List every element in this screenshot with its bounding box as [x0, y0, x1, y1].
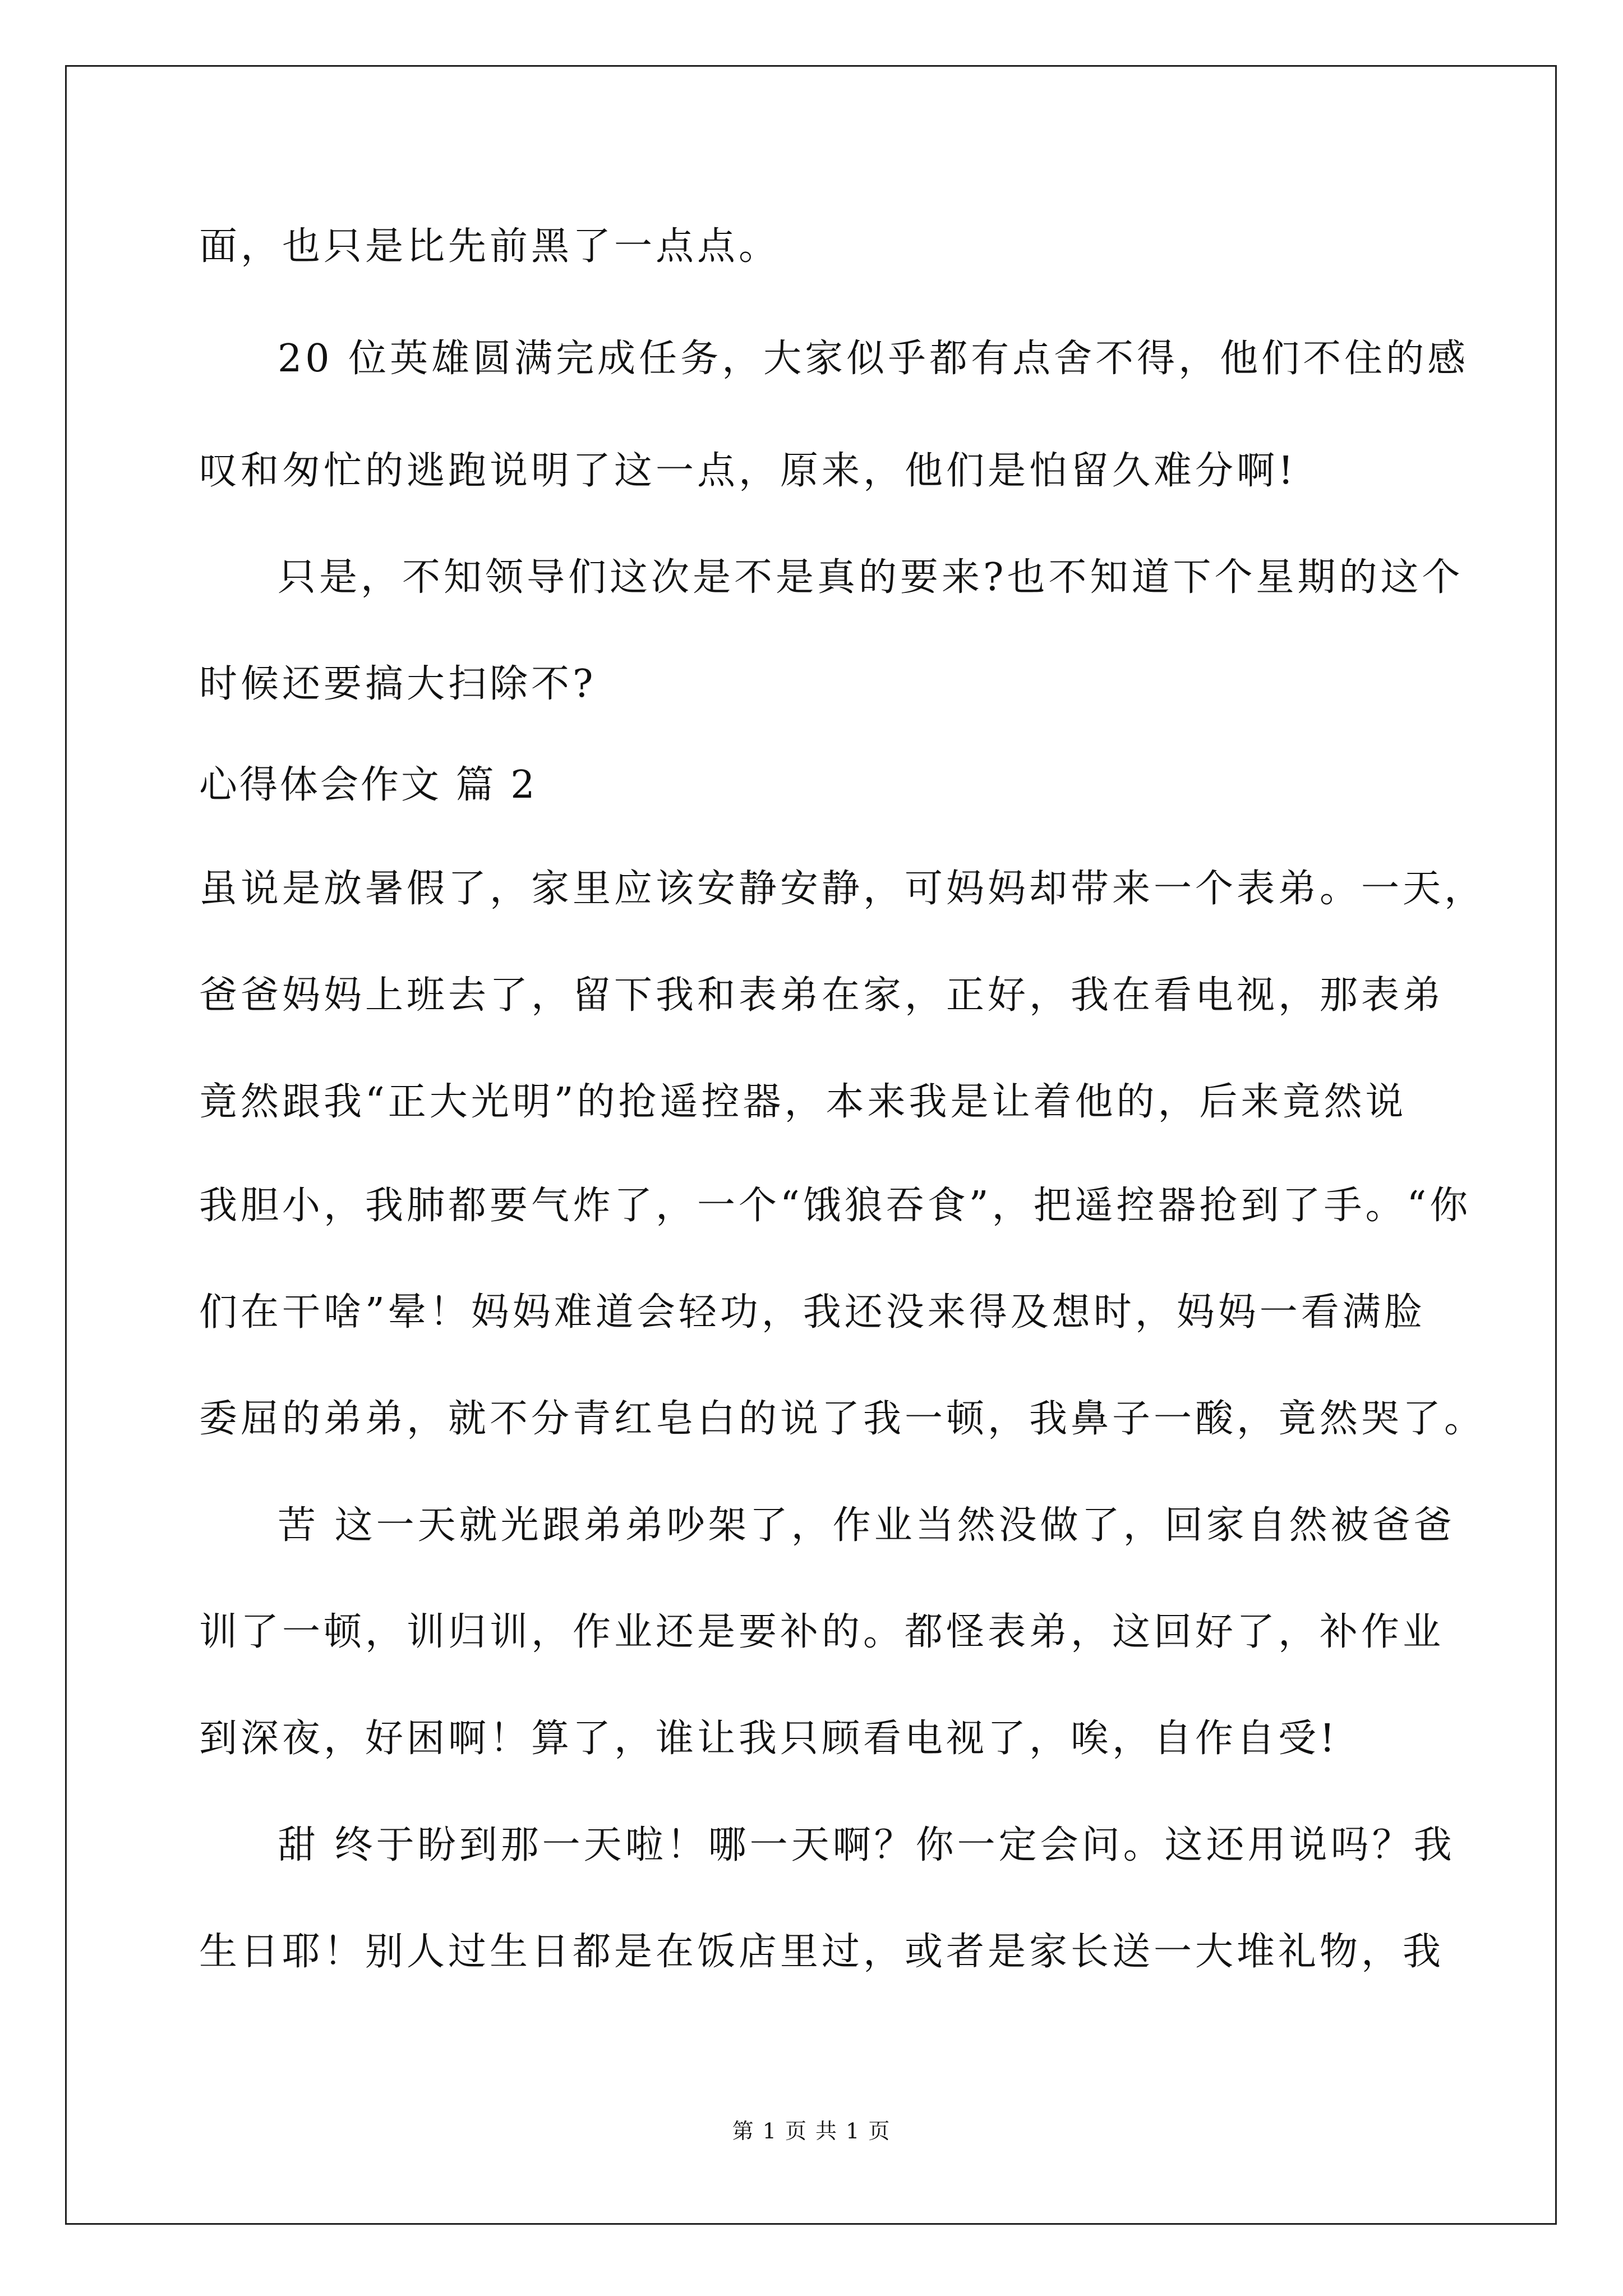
text-line: 时候还要搞大扫除不?	[199, 662, 597, 706]
text-line: 训了一顿，训归训，作业还是要补的。都怪表弟，这回好了，补作业	[199, 1610, 1445, 1654]
text-line: 虽说是放暑假了，家里应该安静安静，可妈妈却带来一个表弟。一天，	[199, 867, 1486, 911]
page-footer: 第 1 页 共 1 页	[732, 2119, 891, 2143]
text-line: 我胆小，我肺都要气炸了，一个“饿狼吞食”，把遥控器抢到了手。“你	[199, 1184, 1472, 1228]
section-heading: 心得体会作文 篇 2	[199, 763, 537, 807]
text-line: 甜 终于盼到那一天啦！哪一天啊？你一定会问。这还用说吗？我	[278, 1823, 1455, 1867]
text-line: 叹和匆忙的逃跑说明了这一点，原来，他们是怕留久难分啊!	[199, 449, 1297, 493]
text-line: 委屈的弟弟，就不分青红皂白的说了我一顿，我鼻子一酸，竟然哭了。	[199, 1397, 1486, 1441]
text-line: 们在干啥”晕！妈妈难道会轻功，我还没来得及想时，妈妈一看满脸	[199, 1290, 1426, 1335]
text-line: 只是，不知领导们这次是不是真的要来?也不知道下个星期的这个	[278, 555, 1464, 600]
text-line: 20 位英雄圆满完成任务，大家似乎都有点舍不得，他们不住的感	[278, 337, 1469, 381]
text-line: 到深夜，好困啊！算了，谁让我只顾看电视了，唉，自作自受!	[199, 1717, 1339, 1761]
text-line: 竟然跟我“正大光明”的抢遥控器，本来我是让着他的，后来竟然说	[199, 1080, 1407, 1124]
text-line: 爸爸妈妈上班去了，留下我和表弟在家，正好，我在看电视，那表弟	[199, 973, 1445, 1018]
text-line: 面，也只是比先前黑了一点点。	[199, 224, 781, 269]
text-line: 生日耶！别人过生日都是在饭店里过，或者是家长送一大堆礼物，我	[199, 1930, 1445, 1974]
page-border	[65, 65, 1557, 2225]
text-line: 苦 这一天就光跟弟弟吵架了，作业当然没做了，回家自然被爸爸	[278, 1503, 1455, 1548]
